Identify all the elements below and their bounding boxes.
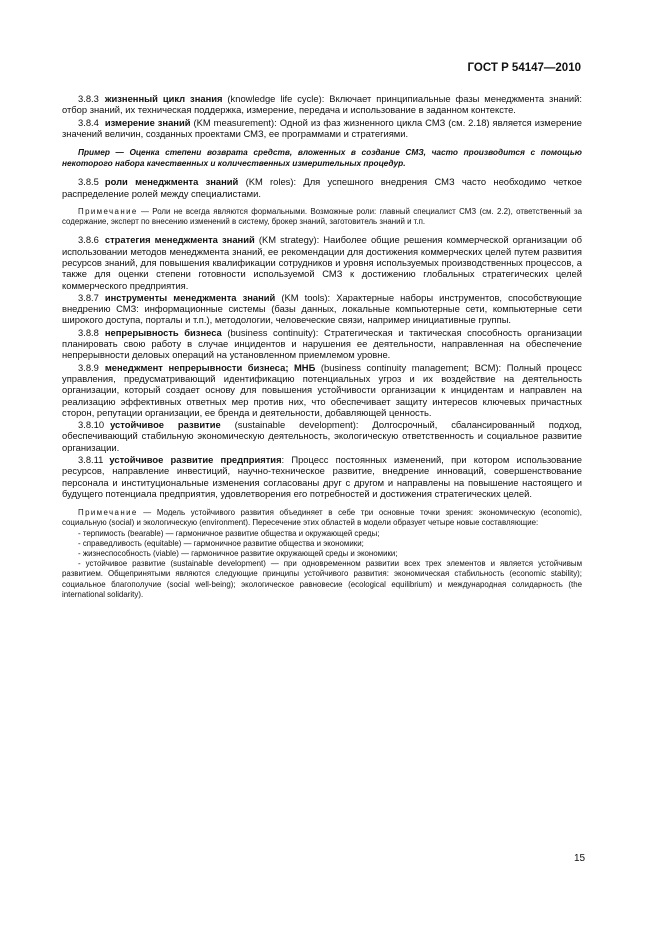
term: непрерывность бизнеса [104, 326, 222, 338]
term: роли менеджмента знаний [104, 176, 239, 188]
note-intro [62, 508, 582, 528]
term: устойчивое развитие предприятия [109, 454, 282, 466]
term: менеджмент непрерывности бизнеса; МНБ [104, 361, 316, 373]
note-sustainable-development [62, 508, 582, 600]
definition-3-8-10 [62, 419, 582, 453]
document-code: ГОСТ Р 54147—2010 [467, 62, 581, 74]
definition-3-8-8 [62, 327, 582, 361]
term: устойчивое развитие [110, 419, 221, 431]
definition-text: (KM strategy): Наиболее общие решения коммерческой организации об использовании методов менеджмента знаний, ее рекомендации для достижения коммерческих целей путем развития ресурсов знаний, для повышения квалификации сотрудников и уровня используемых производственных процессов, а также для оценки степени готовности используемой СМЗ к достижению глобальных стратегических целей коммерческого предприятия. [62, 234, 582, 291]
definition-3-8-11 [62, 454, 582, 499]
note-list-item: - справедливость (equitable) — гармоничное развитие общества и экономики; [78, 538, 364, 548]
clause-number: 3.8.8 [78, 326, 99, 338]
note-conclusion: - устойчивое развитие (sustainable development) — при одновременном развитии всех трех элементов и является устойчивым развитием. Общепринятыми являются следующие принципы устойчивого развития: экономическая стабильность (economic stability); социальное благополучие (social well-being); экологическое равновесие (ecological equilibrium) и международная солидарность (the international solidarity). [62, 559, 582, 599]
term: жизненный цикл знания [104, 93, 223, 104]
clause-number: 3.8.3 [78, 93, 99, 104]
term: стратегия менеджмента знаний [104, 234, 255, 246]
term: измерение знаний [104, 116, 191, 128]
definition-3-8-7 [62, 292, 582, 326]
note-label: Примечание [78, 508, 138, 518]
definition-text: : Процесс постоянных изменений, при котором использование ресурсов, направление инвестиций, научно-техническое развитие, внедрение инноваций, совершенствование персонала и институциональные изменения согласованы друг с другом и направлены на повышение настоящего и будущего потенциала предприятия, удовлетворения его потребностей и достижения стратегических целей. [62, 454, 582, 499]
definition-text: (KM tools): Характерные наборы инструментов, способствующие внедрению СМЗ: информационные системы (базы данных, локальные компьютерные сети, компьютерные сети широкого доступа, порталы и т.п.), методологии, человеческие связи, например инициативные группы. [62, 291, 582, 326]
definition-text: (KM roles): Для успешного внедрения СМЗ часто необходимо четкое распределение ролей между специалистами. [62, 176, 582, 199]
clause-number: 3.8.5 [78, 176, 99, 188]
note-text: — Роли не всегда являются формальными. Возможные роли: главный специалист СМЗ (см. 2.2), ответственный за содержание, эксперт по внесению изменений в систему, брокер знаний, заготовитель знаний и т.п. [62, 206, 582, 227]
clause-number: 3.8.9 [78, 361, 99, 373]
definition-text: (sustainable development): Долгосрочный, сбалансированный подход, обеспечивающий стабильную экономическую деятельность, экологическую ответственность и социальное развитие организации. [62, 419, 582, 453]
note-list-item: - терпимость (bearable) — гармоничное развитие общества и окружающей среды; [78, 528, 380, 538]
note-text: — Модель устойчивого развития объединяет в себе три основные точки зрения: экономическую (economic), социальную (social) и экологическую (environment). Пересечение этих областей в модели образует четыре новые составляющие: [62, 508, 582, 528]
definition-3-8-4 [62, 117, 582, 140]
definition-3-8-5 [62, 176, 582, 199]
definition-text: (business continuity management; BCM): Полный процесс управления, предусматривающий идентификацию потенциальных угроз и их воздействие на деятельность организации, который создает основу для повышения устойчивости организации к инцидентам и направлен на реализацию эффективных ответных мер против них, что обеспечивает защиту интересов ключевых причастных сторон, репутации организации, ее бренда и деятельности, добавляющей ценность. [62, 361, 582, 418]
definition-3-8-3 [62, 93, 582, 116]
definition-text: (business continuity): Стратегическая и тактическая способность организации планировать свою работу в случае инцидентов и нарушения ее деятельности, направленная на обеспечение непрерывности деловых операций на установленном приемлемом уровне. [62, 326, 582, 361]
clause-number: 3.8.10 [78, 419, 105, 431]
definition-text: (knowledge life cycle): Включает принципиальные фазы менеджмента знаний: отбор знаний, их техническая поддержка, измерение, передача и использование в заданном контексте. [62, 93, 582, 116]
definition-3-8-9 [62, 362, 582, 418]
example-text: Пример — Оценка степени возврата средств, вложенных в создание СМЗ, часто производится с помощью некоторого набора качественных и количественных измерительных процедур. [62, 147, 582, 168]
term: инструменты менеджмента знаний [104, 291, 276, 303]
note-list-item: - жизнеспособность (viable) — гармоничное развитие окружающей среды и экономики; [78, 549, 398, 559]
clause-number: 3.8.6 [78, 234, 99, 246]
page-number: 15 [574, 853, 586, 864]
definition-text: (KM measurement): Одной из фаз жизненного цикла СМЗ (см. 2.18) является измерение значений величин, созданных проектами СМЗ, ее программами и стратегиями. [62, 116, 583, 139]
document-body [62, 93, 582, 600]
note-roles [62, 207, 582, 227]
definition-3-8-6 [62, 234, 582, 290]
clause-number: 3.8.11 [78, 454, 104, 466]
clause-number: 3.8.7 [78, 291, 99, 303]
clause-number: 3.8.4 [78, 116, 99, 128]
note-label: Примечание [78, 206, 138, 216]
